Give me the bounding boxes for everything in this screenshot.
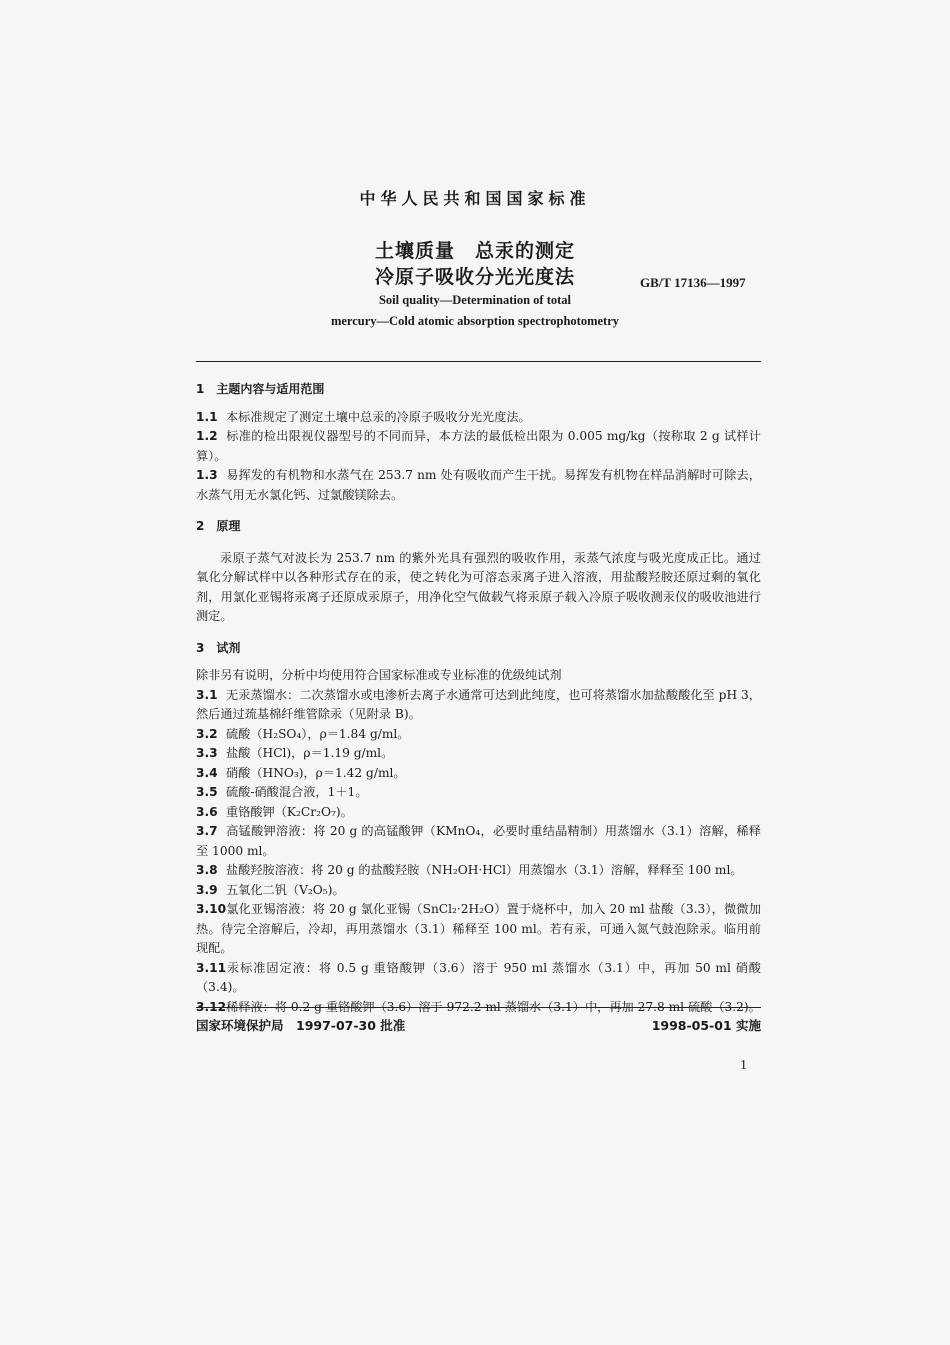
clause-number: 3.10 [196, 902, 227, 916]
clause-3-3 [196, 744, 761, 764]
clause-number: 3.7 [196, 824, 218, 838]
clause-number: 3.4 [196, 765, 218, 780]
clause-number: 3.6 [196, 804, 218, 819]
clause-text: 硫酸（H₂SO₄），ρ＝1.84 g/ml。 [226, 726, 410, 741]
clause-text: 高锰酸钾溶液：将 20 g 的高锰酸钾（KMnO₄，必要时重结晶精制）用蒸馏水（3.1）溶解，稀释至 1000 ml。 [196, 824, 761, 858]
page-number: 1 [740, 1058, 747, 1073]
reagents-intro: 除非另有说明，分析中均使用符合国家标准或专业标准的优级纯试剂 [196, 668, 562, 682]
title-cn-line1: 土壤质量 总汞的测定 [374, 240, 575, 262]
clause-text: 无汞蒸馏水：二次蒸馏水或电渗析去离子水通常可达到此纯度，也可将蒸馏水加盐酸酸化至 pH 3，然后通过巯基棉纤维管除汞（见附录 B)。 [196, 687, 761, 721]
clause-text: 硝酸（HNO₃)，ρ＝1.42 g/ml。 [226, 765, 406, 780]
clause-text: 本标准规定了测定土壤中总汞的冷原子吸收分光光度法。 [226, 409, 531, 424]
clause-3-11 [196, 959, 761, 998]
clause-number: 3.2 [196, 726, 218, 741]
standard-number: GB/T 17136—1997 [640, 275, 746, 290]
bottom-rule [196, 1007, 761, 1008]
clause-1-2 [196, 427, 761, 466]
clause-text: 盐酸（HCl)，ρ＝1.19 g/ml。 [226, 746, 394, 760]
clause-number: 1.1 [196, 409, 218, 424]
clause-text: 汞标准固定液：将 0.5 g 重铬酸钾（3.6）溶于 950 ml 蒸馏水（3.1）中，再加 50 ml 硝酸（3.4)。 [196, 960, 761, 994]
principle-paragraph: 汞原子蒸气对波长为 253.7 nm 的紫外光具有强烈的吸收作用，汞蒸气浓度与吸光度成正比。通过氧化分解试样中以各种形式存在的汞，使之转化为可溶态汞离子进入溶液，用盐酸羟胺还原过剩的氧化剂，用氯化亚锡将汞离子还原成汞原子，用净化空气做载气将汞原子载入冷原子吸收测汞仪的吸收池进行测定。 [196, 550, 761, 623]
clause-text: 硫酸-硝酸混合液，1＋1。 [226, 785, 368, 799]
clause-number: 3.11 [196, 960, 227, 975]
title-en-line2: mercury—Cold atomic absorption spectrophotometry [330, 314, 620, 328]
section-1-heading: 1 主题内容与适用范围 [196, 382, 325, 396]
clause-text: 标准的检出限视仪器型号的不同而异，本方法的最低检出限为 0.005 mg/kg（按称取 2 g 试样计算）。 [196, 429, 761, 463]
clause-1-3 [196, 466, 761, 505]
clause-number: 1.2 [196, 429, 218, 443]
title-en-line1: Soil quality—Determination of total [378, 293, 571, 307]
clause-text: 重铬酸钾（K₂Cr₂O₇)。 [226, 804, 353, 819]
clause-text: 氯化亚锡溶液：将 20 g 氯化亚锡（SnCl₂·2H₂O）置于烧杯中，加入 20 ml 盐酸（3.3），微微加热。待完全溶解后，冷却，再用蒸馏水（3.1）稀释至 100 ml。若有汞，可通入氮气鼓泡除汞。临用前现配。 [196, 902, 761, 955]
clause-3-2 [196, 725, 761, 745]
national-standard-heading: 中华人民共和国国家标准 [359, 189, 591, 208]
approval-date: 国家环境保护局 1997-07-30 批准 [196, 1018, 406, 1033]
clause-3-8 [196, 861, 761, 881]
clause-3-4 [196, 764, 761, 784]
clause-number: 3.1 [196, 687, 218, 702]
clause-3-1 [196, 686, 761, 725]
top-rule [196, 361, 761, 362]
clause-number: 3.5 [196, 785, 218, 799]
clause-number: 3.8 [196, 863, 218, 877]
clause-3-5 [196, 783, 761, 803]
clause-number: 3.12 [196, 999, 227, 1014]
clause-text: 稀释液：将 0.2 g 重铬酸钾（3.6）溶于 972.2 ml 蒸馏水（3.1）中，再加 27.8 ml 硫酸（3.2)。 [226, 999, 761, 1014]
clause-3-9 [196, 881, 761, 901]
clause-text: 五氧化二钒（V₂O₅)。 [226, 882, 345, 897]
section-3-heading: 3 试剂 [196, 640, 241, 655]
clause-3-7 [196, 822, 761, 861]
title-cn-line2: 冷原子吸收分光光度法 [374, 266, 575, 288]
clause-number: 3.9 [196, 882, 218, 897]
clause-3-10 [196, 900, 761, 959]
document-body [196, 378, 761, 1017]
implementation-date: 1998-05-01 实施 [651, 1018, 761, 1033]
clause-text: 易挥发的有机物和水蒸气在 253.7 nm 处有吸收而产生干扰。易挥发有机物在样品消解时可除去，水蒸气用无水氯化钙、过氯酸镁除去。 [196, 468, 761, 502]
clause-number: 1.3 [196, 468, 218, 482]
clause-3-6 [196, 803, 761, 823]
section-2-heading: 2 原理 [196, 519, 241, 533]
clause-text: 盐酸羟胺溶液：将 20 g 的盐酸羟胺（NH₂OH·HCl）用蒸馏水（3.1）溶解，释释至 100 ml。 [226, 863, 743, 877]
clause-number: 3.3 [196, 746, 218, 760]
clause-1-1 [196, 408, 761, 428]
